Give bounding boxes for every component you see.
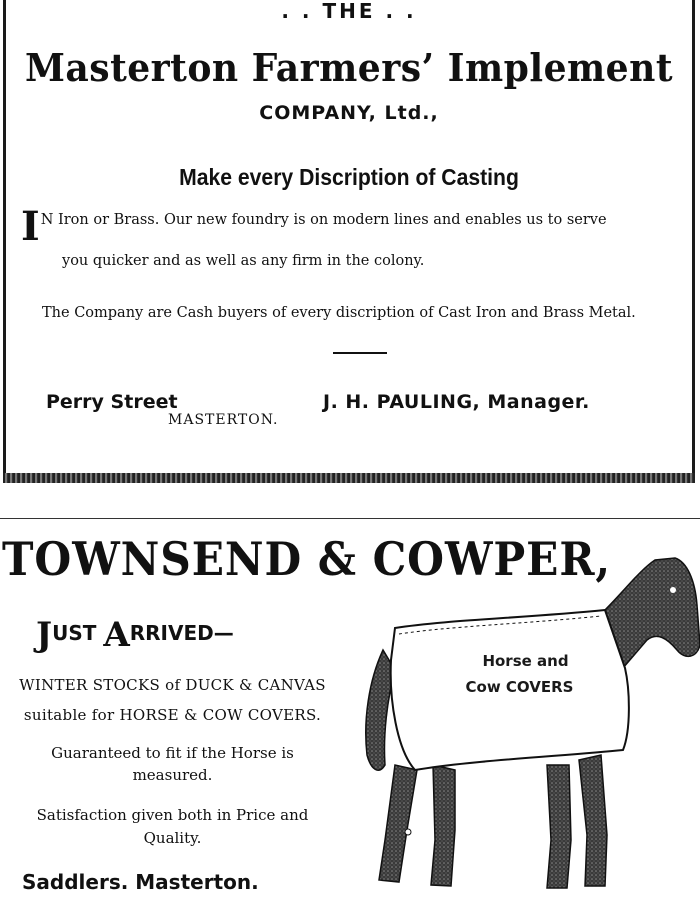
ad-heading-the: . . THE . . bbox=[281, 0, 417, 23]
column-separator bbox=[0, 518, 700, 519]
just-arrived-word-1: UST bbox=[52, 621, 104, 645]
ad-text-line-5: Satisfaction given both in Price and bbox=[36, 806, 309, 824]
company-name: Masterton Farmers’ Implement bbox=[24, 45, 674, 90]
horse-leg-rear-1 bbox=[379, 765, 417, 882]
horse-leg-rear-2 bbox=[431, 765, 455, 886]
body-paragraph-1-line-2: you quicker and as well as any firm in the colony. bbox=[62, 253, 425, 269]
foundry-advertisement bbox=[3, 0, 695, 473]
horse-illustration bbox=[355, 550, 700, 897]
horse-hoof-mark bbox=[405, 829, 411, 835]
body-paragraph-2: The Company are Cash buyers of every discription of Cast Iron and Brass Metal. bbox=[42, 305, 636, 321]
drop-cap: I bbox=[21, 203, 40, 250]
ad-text-line-2: suitable for HORSE & COW COVERS. bbox=[23, 706, 322, 724]
ad-text-line-6: Quality. bbox=[143, 829, 202, 847]
divider bbox=[333, 352, 387, 354]
border-rule bbox=[3, 473, 695, 483]
saddlers-signoff: Saddlers. Masterton. bbox=[22, 870, 259, 894]
headline: Make every Discription of Casting bbox=[179, 164, 519, 190]
ad-text-line-3: Guaranteed to fit if the Horse is bbox=[51, 744, 294, 762]
ad-text-line-1: WINTER STOCKS of DUCK & CANVAS bbox=[19, 676, 326, 694]
horse-drawing bbox=[355, 550, 700, 897]
address-town: MASTERTON. bbox=[168, 412, 279, 428]
company-suffix: COMPANY, Ltd., bbox=[259, 102, 439, 124]
just-arrived-word-2: RRIVED— bbox=[129, 621, 234, 645]
ad-text-line-4: measured. bbox=[132, 766, 213, 784]
horse-leg-front-2 bbox=[579, 755, 607, 886]
address-street: Perry Street bbox=[46, 391, 178, 413]
manager-name: J. H. PAULING, Manager. bbox=[323, 391, 590, 413]
horse-leg-front-1 bbox=[547, 765, 571, 888]
blanket-label-line-2: Cow COVERS bbox=[465, 678, 574, 696]
just-arrived-initial-a: A bbox=[103, 615, 130, 655]
body-paragraph-1 bbox=[21, 203, 691, 250]
body-paragraph-1-line-1: N Iron or Brass. Our new foundry is on modern lines and enables us to serve bbox=[40, 212, 607, 228]
just-arrived-heading bbox=[36, 615, 234, 655]
blanket-label-line-1: Horse and bbox=[482, 652, 569, 670]
firm-name: TOWNSEND & COWPER, bbox=[2, 532, 612, 586]
horse-eye bbox=[670, 587, 676, 593]
just-arrived-initial-j: J bbox=[36, 615, 53, 655]
